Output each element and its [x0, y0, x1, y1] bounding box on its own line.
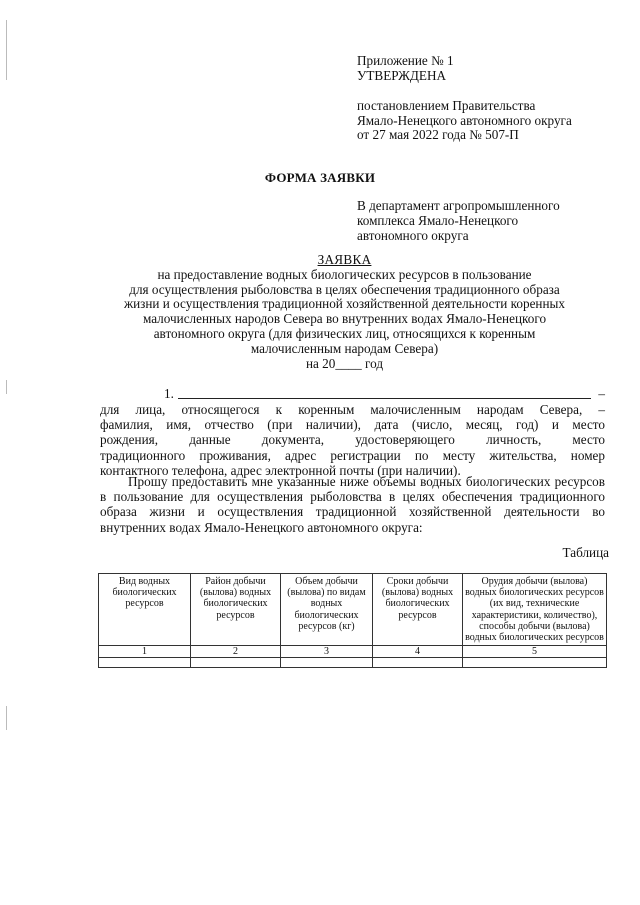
column-number: 1 [99, 646, 191, 658]
addressee-line: автономного округа [357, 228, 469, 243]
application-line: жизни и осуществления традиционной хозяйственной деятельности коренных [123, 296, 565, 312]
table-header-row [99, 574, 607, 646]
header-tools: Орудия добычи (вылова) водных биологических ресурсов (их вид, технические характеристики, количество), способы добычи (вылова) водных биологических ресурсов [463, 574, 607, 646]
item-number: 1. [164, 386, 174, 401]
application-line: для осуществления рыболовства в целях обеспечения традиционного образа [129, 281, 560, 297]
column-number: 4 [373, 646, 463, 658]
resolution-line: Ямало-Ненецкого автономного округа [357, 112, 572, 128]
approval-block [357, 54, 627, 143]
item-1-line: фамилия, имя, отчество (при наличии), дата (число, месяц, год) и место [100, 417, 605, 433]
item-dash: – [598, 386, 605, 401]
item-1-line: традиционного проживания, адрес регистрации по месту жительства, номер [100, 447, 605, 463]
margin-mark [6, 706, 7, 730]
applicant-blank-field[interactable] [178, 398, 591, 399]
addressee-block [357, 198, 617, 243]
item-1-block [100, 386, 605, 478]
table-cell[interactable] [99, 658, 191, 668]
approved-label: УТВЕРЖДЕНА [357, 67, 447, 83]
header-species: Вид водных биологических ресурсов [99, 574, 191, 646]
resolution-line: от 27 мая 2022 года № 507-П [357, 127, 519, 142]
application-line: автономного округа (для физических лиц, относящихся к коренным [153, 325, 536, 341]
annex-label: Приложение № 1 [357, 53, 454, 68]
application-title-block [92, 253, 597, 371]
item-1-line: рождения, данные документа, удостоверяющего личность, место [100, 432, 605, 448]
application-line: малочисленным народам Севера) [250, 340, 439, 356]
addressee-line: комплекса Ямало-Ненецкого [357, 213, 519, 228]
margin-mark [6, 20, 7, 80]
addressee-line: В департамент агропромышленного [357, 198, 560, 213]
resources-table [98, 573, 607, 668]
header-volume: Объем добычи (вылова) по видам водных биологических ресурсов (кг) [281, 574, 373, 646]
table-cell[interactable] [463, 658, 607, 668]
table-caption: Таблица [562, 545, 609, 560]
column-number: 5 [463, 646, 607, 658]
application-heading: ЗАЯВКА [317, 252, 372, 267]
item-1-line: контактного телефона, адрес электронной почты (при наличии). [100, 462, 461, 478]
table-cell[interactable] [191, 658, 281, 668]
table-number-row [99, 646, 607, 658]
column-number: 2 [191, 646, 281, 658]
margin-mark [6, 380, 7, 394]
table-row [99, 658, 607, 668]
table-cell[interactable] [281, 658, 373, 668]
request-paragraph: Прошу предоставить мне указанные ниже объемы водных биологических ресурсов в пользование для осуществления рыболовства в целях обеспечения традиционного образа жизни и осуществления традиционной хозяйственной деятельности во внутренних водах Ямало-Ненецкого автономного округа: [100, 474, 605, 535]
form-title: ФОРМА ЗАЯВКИ [264, 170, 376, 185]
resolution-line: постановлением Правительства [357, 98, 536, 113]
application-year-line: на 20____ год [305, 355, 384, 371]
application-line: малочисленных народов Севера во внутренних водах Ямало-Ненецкого [142, 311, 547, 327]
column-number: 3 [281, 646, 373, 658]
application-line: на предоставление водных биологических ресурсов в пользование [157, 266, 532, 282]
header-terms: Сроки добычи (вылова) водных биологических ресурсов [373, 574, 463, 646]
item-1-line: для лица, относящегося к коренным малочисленным народам Севера, – [100, 402, 605, 417]
header-area: Район добычи (вылова) водных биологических ресурсов [191, 574, 281, 646]
item-1-fill-line [100, 386, 605, 402]
table-cell[interactable] [373, 658, 463, 668]
